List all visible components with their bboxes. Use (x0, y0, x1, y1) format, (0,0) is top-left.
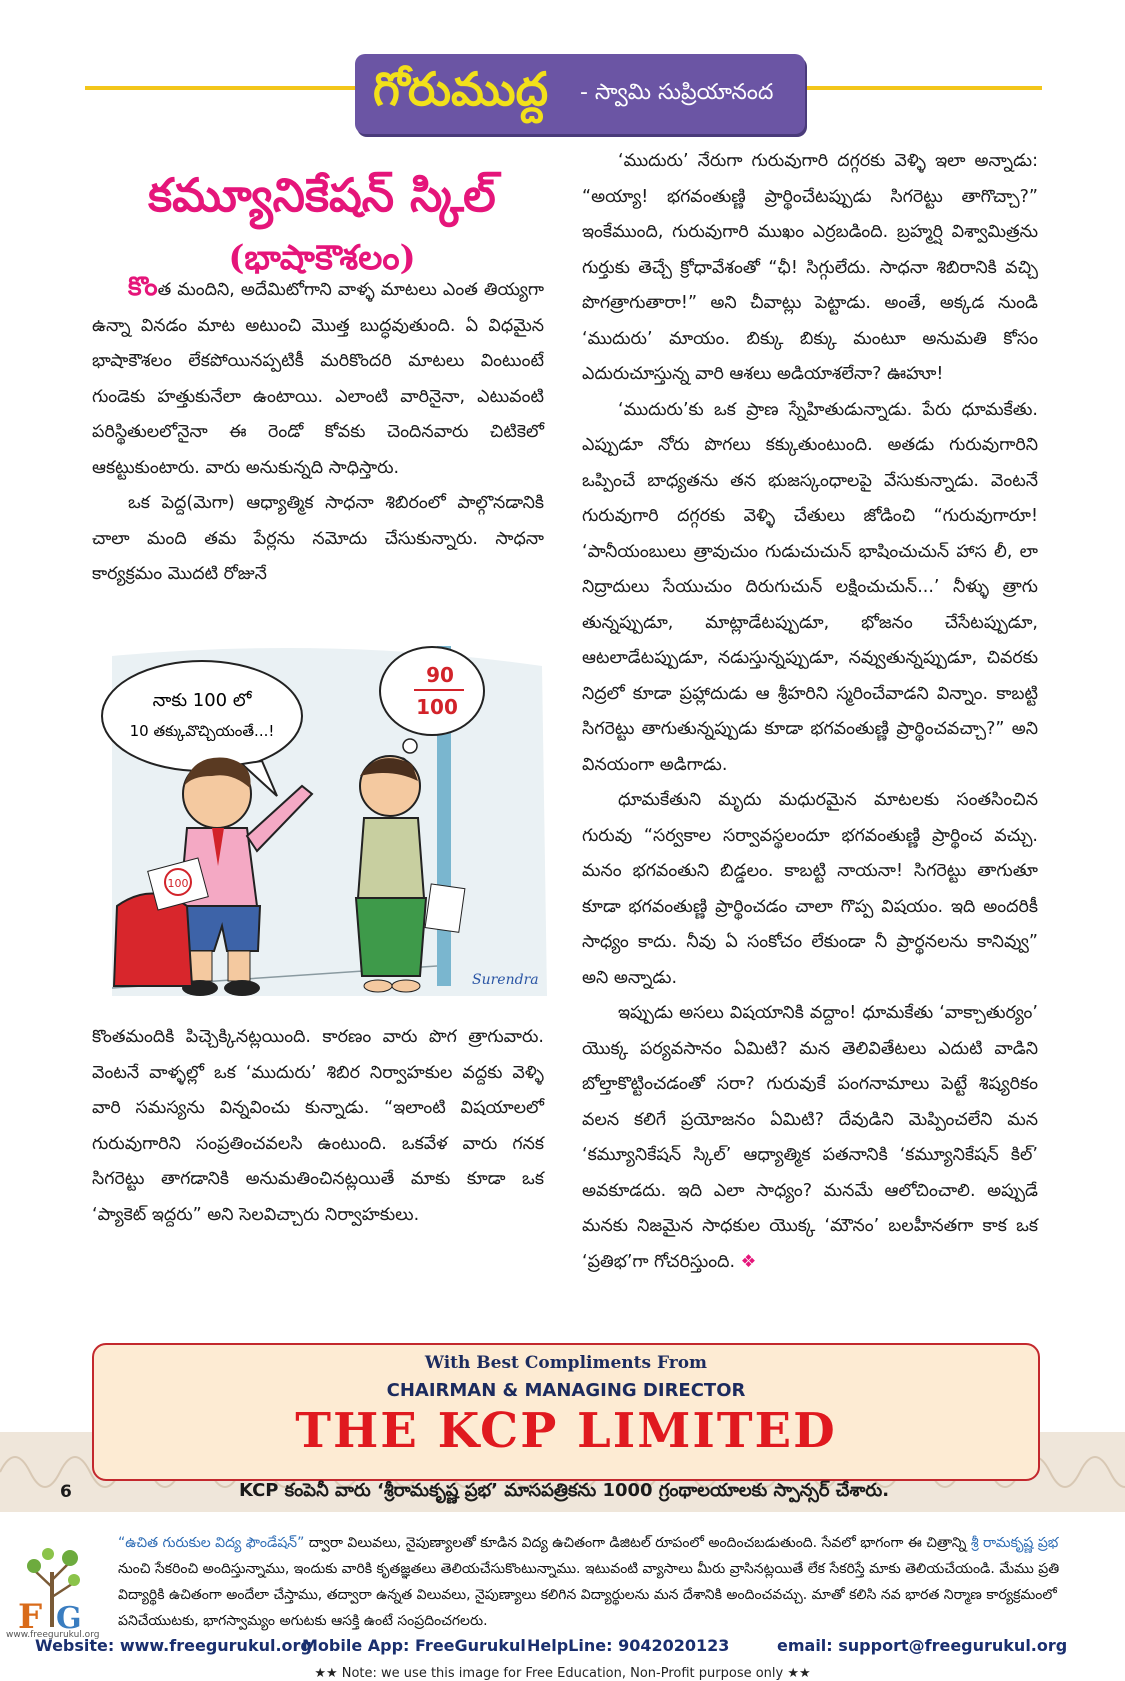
footer-note: ★★ Note: we use this image for Free Education, Non-Profit purpose only ★★ (314, 1666, 811, 1681)
advert-line-1: With Best Compliments From (424, 1353, 708, 1373)
column-author: - స్వామి సుప్రియానంద (580, 80, 774, 105)
end-mark-icon: ❖ (740, 1251, 757, 1272)
cartoon-illustration (92, 636, 562, 1012)
svg-text:F: F (18, 1597, 43, 1632)
column-banner (355, 54, 805, 134)
advert-line-2: CHAIRMAN & MANAGING DIRECTOR (386, 1380, 746, 1401)
paragraph: ‘ముదురు’కు ఒక ప్రాణ స్నేహితుడున్నాడు. పేరు ధూమకేతు. ఎప్పుడూ నోరు పొగలు కక్కుతుంటుంది. అతడు గురువుగారిని ఒప్పించే బాధ్యతను తన భుజస్కంధాలపై వేసుకున్నాడు. వెంటనే గురువుగారి దగ్గరకు వెళ్ళి చేతులు జోడించి “గురువుగారూ! ‘పానీయంబులు త్రావుచుం గుడుచుచున్ భాషించుచున్ హాస లీ, లా నిద్రాదులు సేయుచుం దిరుగుచున్ లక్షించుచున్...’ నీళ్ళు త్రాగు తున్నప్పుడూ, మాట్లాడేటప్పుడూ, భోజనం చేసేటప్పుడూ, ఆటలాడేటప్పుడూ, నడుస్తున్నప్పుడూ, నవ్వుతున్నప్పుడూ, చివరకు నిద్రలో కూడా ప్రహ్లాదుడు ఆ శ్రీహరిని స్మరించేవాడని విన్నాం. కాబట్టి సిగరెట్టు తాగుతున్నప్పుడు కూడా భగవంతుణ్ణి ప్రార్థించవచ్చా?” అని వినయంగా అడిగాడు. (582, 399, 1038, 775)
paragraph: ధూమకేతుని మృదు మధురమైన మాటలకు సంతసించిన గురువు “సర్వకాల సర్వావస్థలందూ భగవంతుణ్ణి ప్రార్థించ వచ్చు. మనం భగవంతుని బిడ్డలం. కాబట్టి నాయనా! సిగరెట్టు తాగుతూ కూడా భగవంతుణ్ణి ప్రార్థించడం చాలా గొప్ప విషయం. ఇది అందరికీ సాధ్యం కాదు. నీవు ఏ సంకోచం లేకుండా నీ ప్రార్థనలను కానివ్వు” అని అన్నాడు. (582, 790, 1038, 988)
paragraph: ‘ముదురు’ నేరుగా గురువుగారి దగ్గరకు వెళ్ళి ఇలా అన్నాడు: “అయ్యా! భగవంతుణ్ణి ప్రార్థించేటప్పుడు సిగరెట్టు తాగొచ్చా?” ఇంకేముంది, గురువుగారి ముఖం ఎర్రబడింది. బ్రహ్మర్షి విశ్వామిత్రను గుర్తుకు తెచ్చే క్రోధావేశంతో “ఛీ! సిగ్గులేదు. సాధనా శిబిరానికి వచ్చి పొగత్రాగుతారా!” అని చీవాట్లు పెట్టాడు. అంతే, అక్కడ నుండి ‘ముదురు’ మాయం. బిక్కు బిక్కు మంటూ అనుమతి కోసం ఎదురుచూస్తున్న వారి ఆశలు అడియాశలేనా? ఊహూ! (582, 151, 1038, 384)
sponsor-advert (92, 1343, 1040, 1481)
right-column (582, 144, 1038, 1280)
source-name: శ్రీ రామకృష్ణ ప్రభ (970, 1535, 1059, 1551)
freegurukul-logo (12, 1532, 92, 1632)
footer (0, 1518, 1125, 1680)
website-link[interactable]: Website: www.freegurukul.org (35, 1636, 312, 1655)
left-column-bottom (92, 1020, 544, 1233)
paragraph: కొంత మందిని, అదేమిటోగాని వాళ్ళ మాటలు ఎంత తియ్యగా ఉన్నా వినడం మాట అటుంచి మొత్త బుద్ధవుతుంది. ఏ విధమైన భాషాకౌశలం లేకపోయినప్పటికీ మరికొందరి మాటలు వింటుంటే గుండెకు హత్తుకునేలా ఉంటాయి. ఎలాంటి వారినైనా, ఎటువంటి పరిస్థితులలోనైనా ఈ రెండో కోవకు చెందినవారు చిటికెలో ఆకట్టుకుంటారు. వారు అనుకున్నది సాధిస్తారు. (92, 272, 544, 478)
org-name: “ఉచిత గురుకుల విద్య ఫౌండేషన్” (118, 1535, 305, 1551)
svg-text:G: G (56, 1601, 82, 1632)
column-title: గోరుముద్ద (373, 62, 549, 116)
advert-note: KCP కంపెనీ వారు ‘శ్రీరామకృష్ణ ప్రభ’ మాసపత్రికను 1000 గ్రంథాలయాలకు స్పాన్సర్ చేశారు. (238, 1480, 890, 1501)
helpline-number[interactable]: HelpLine: 9042020123 (527, 1636, 730, 1655)
speech-line-1: నాకు 100 లో (152, 690, 252, 711)
thought-denominator: 100 (416, 695, 458, 719)
header-rule-left (85, 86, 365, 90)
paper-score: 100 (167, 877, 189, 890)
paragraph: ఒక పెద్ద(మెగా) ఆధ్యాత్మిక సాధనా శిబిరంలో పాల్గొనడానికి చాలా మంది తమ పేర్లను నమోదు చేసుకున్నారు. సాధనా కార్యక్రమం మొదటి రోజునే (92, 493, 544, 584)
email-link[interactable]: email: support@freegurukul.org (777, 1636, 1068, 1655)
artist-signature: Surendra (472, 972, 539, 988)
footer-text: “ఉచిత గురుకుల విద్య ఫౌండేషన్” ద్వారా విలువలు, నైపుణ్యాలతో కూడిన విద్య ఉచితంగా డిజిటల్ రూపంలో అందించబడుతుంది. సేవలో భాగంగా ఈ చిత్రాన్ని శ్రీ రామకృష్ణ ప్రభ నుంచి సేకరించి అందిస్తున్నాము, ఇందుకు వారికి కృతజ్ఞతలు తెలియచేసుకొంటున్నాము. ఇటువంటి వ్యాసాలు మీరు వ్రాసినట్లయితే లేక సేకరిస్తే మాకు తెలియచేయండి. మేము ప్రతి విద్యార్థికి ఉచితంగా అందేలా చేస్తాము, తద్వారా ఉన్నత విలువలు, నైపుణ్యాలు కలిగిన విద్యార్థులను మన దేశానికి అందించవచ్చు. మాతో కలిసి నవ భారత నిర్మాణ కార్యక్రమంలో పనిచేయుటకు, భాగస్వామ్యం అగుటకు ఆసక్తి ఉంటే సంప్రదించగలరు. (118, 1535, 1060, 1629)
mobile-app-link[interactable]: Mobile App: FreeGurukul (302, 1636, 526, 1655)
left-column-top (92, 270, 544, 593)
thought-numerator: 90 (426, 663, 454, 687)
header-rule-right (800, 86, 1042, 90)
article-title: కమ్యూనికేషన్ స్కిల్ (148, 168, 496, 222)
article-subtitle: (భాషాకౌశలం) (228, 238, 416, 278)
advert-company: THE KCP LIMITED (295, 1403, 837, 1459)
speech-line-2: 10 తక్కువొచ్చియంతే...! (129, 722, 275, 740)
paragraph: ఇప్పుడు అసలు విషయానికి వద్దాం! ధూమకేతు ‘వాక్చాతుర్యం’ యొక్క పర్యవసానం ఏమిటి? మన తెలివితేటలు ఎదుటి వాడిని బోల్తాకొట్టించడంతో సరా? గురువుకే పంగనామాలు పెట్టే శిష్యరికం వలన కలిగే ప్రయోజనం ఏమిటి? దేవుడిని మెప్పించలేని మన ‘కమ్యూనికేషన్ స్కిల్’ ఆధ్యాత్మిక పతనానికి ‘కమ్యూనికేషన్ కిల్’ అవకూడదు. ఇది ఎలా సాధ్యం? మనమే ఆలోచించాలి. అప్పుడే మనకు నిజమైన సాధకుల యొక్క ‘మౌనం’ బలహీనతగా కాక ఒక ‘ప్రతిభ’గా గోచరిస్తుంది. ❖ (582, 1003, 1038, 1272)
page-number: 6 (60, 1482, 72, 1502)
paragraph: కొంతమందికి పిచ్చెక్కినట్లయింది. కారణం వారు పొగ త్రాగువారు. వెంటనే వాళ్ళల్లో ఒక ‘ముదురు’ శిబిర నిర్వాహకుల వద్దకు వెళ్ళి వారి సమస్యను విన్నవించు కున్నాడు. “ఇలాంటి విషయాలలో గురువుగారిని సంప్రతించవలసి ఉంటుంది. ఒకవేళ వారు గనక సిగరెట్టు తాగడానికి అనుమతించినట్లయితే మాకు కూడా ఒక ‘ప్యాకెట్ ఇద్దరు” అని సెలవిచ్చారు నిర్వాహకులు. (92, 1027, 544, 1225)
drop-cap: కొం (128, 272, 158, 302)
logo-site: www.freegurukul.org (6, 1630, 100, 1640)
